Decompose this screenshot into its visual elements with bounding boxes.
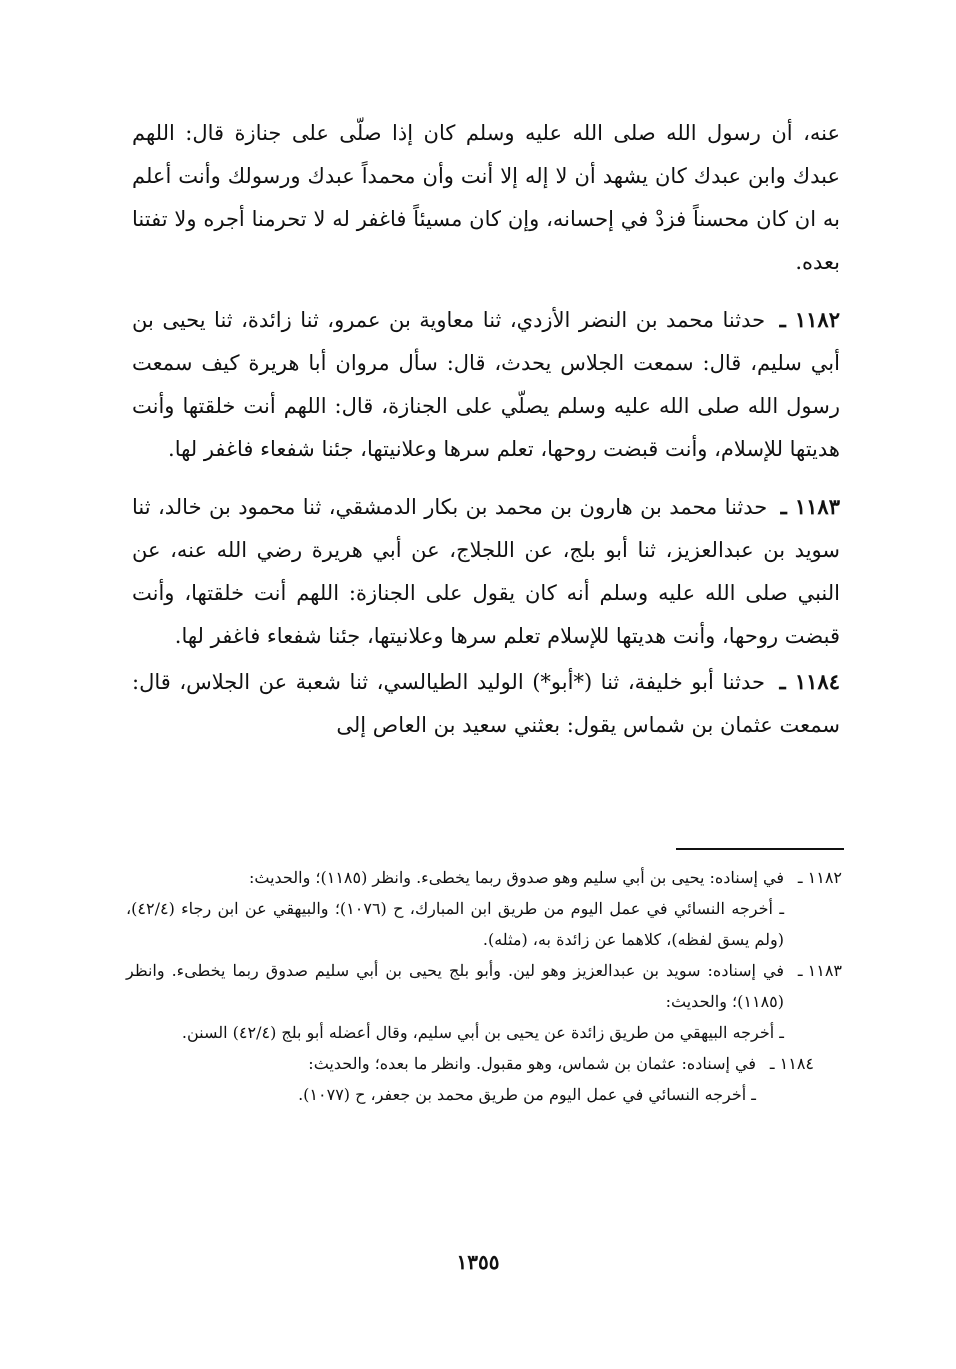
footnote-body <box>298 1048 756 1110</box>
footnote-1182 <box>126 862 842 955</box>
hadith-number: ١١٨٢ ـ <box>779 307 840 332</box>
paragraph-text: عنه، أن رسول الله صلى الله عليه وسلم كان إذا صلّى على جنازة قال: اللهم عبدك وابن عبدك كان يشهد أن لا إله إلا أنت وأن محمداً عبدك ورسولك وأنت أعلم به ان كان محسناً فزدْ في إحسانه، وإن كان مسيئاً فاغفر له لا تحرمنا أجره ولا تفتنا بعده. <box>132 121 840 274</box>
footnote-1184 <box>126 1048 842 1110</box>
footnote-body <box>126 862 784 955</box>
footnote-line: في إسناده: عثمان بن شماس، وهو مقبول. وانظر ما بعده؛ والحديث: <box>308 1054 756 1073</box>
hadith-1184 <box>132 660 840 747</box>
main-text <box>132 112 840 747</box>
page-number: ١٣٥٥ <box>456 1250 500 1274</box>
footnotes <box>126 862 842 1110</box>
hadith-1183 <box>132 485 840 658</box>
hadith-number: ١١٨٣ ـ <box>780 494 840 519</box>
footnote-line: ـ أخرجه النسائي في عمل اليوم من طريق محمد بن جعفر، ح (١٠٧٧). <box>298 1079 756 1110</box>
footnote-number: ١١٨٤ ـ <box>769 1054 814 1073</box>
footnote-divider <box>676 848 844 850</box>
footnote-line: في إسناده: يحيى بن أبي سليم وهو صدوق ربما يخطىء. وانظر (١١٨٥)؛ والحديث: <box>248 868 784 887</box>
hadith-1182 <box>132 298 840 471</box>
footnote-line: في إسناده: سويد بن عبدالعزيز وهو لين. وأبو بلج يحيى بن أبي سليم صدوق ربما يخطىء. وانظر (١١٨٥)؛ والحديث: <box>126 961 784 1011</box>
paragraph-continuation <box>132 112 840 284</box>
footnote-line: ـ أخرجه البيهقي من طريق زائدة عن يحيى بن أبي سليم، وقال أعضله أبو بلج (٤٢/٤) السنن. <box>126 1017 784 1048</box>
paragraph-text: حدثنا محمد بن النضر الأزدي، ثنا معاوية بن عمرو، ثنا زائدة، ثنا يحيى بن أبي سليم، قال: سمعت الجلاس يحدث، قال: سأل مروان أبا هريرة كيف سمعت رسول الله صلى الله عليه وسلم يصلّي على الجنازة، قال: اللهم أنت خلقتها وأنت هديتها للإسلام، وأنت قبضت روحها، تعلم سرها وعلانيتها، جئنا شفعاء فاغفر لها. <box>132 308 840 461</box>
footnote-number: ١١٨٢ ـ <box>797 868 842 887</box>
footnote-body <box>126 955 784 1048</box>
paragraph-text: حدثنا محمد بن هارون بن محمد بن بكار الدمشقي، ثنا محمود بن خالد، ثنا سويد بن عبدالعزيز، ثنا أبو بلج، عن اللجلاج، عن أبي هريرة رضي الله عنه، عن النبي صلى الله عليه وسلم أنه كان يقول على الجنازة: اللهم أنت خلقتها، وأنت قبضت روحها، وأنت هديتها للإسلام تعلم سرها وعلانيتها، جئنا شفعاء فاغفر لها. <box>132 495 840 648</box>
paragraph-text: حدثنا أبو خليفة، ثنا (*أبو*) الوليد الطيالسي، ثنا شعبة عن الجلاس، قال: سمعت عثمان بن شماس يقول: بعثني سعيد بن العاص إلى <box>132 670 840 737</box>
footnote-line: ـ أخرجه النسائي في عمل اليوم من طريق ابن المبارك، ح (١٠٧٦)؛ والبيهقي عن ابن رجاء (٤٢/٤)،(ولم يسق لفظه)، كلاهما عن زائدة به، (مثله). <box>126 893 784 955</box>
footnote-1183 <box>126 955 842 1048</box>
footnote-number: ١١٨٣ ـ <box>797 961 842 980</box>
hadith-number: ١١٨٤ ـ <box>779 669 840 694</box>
